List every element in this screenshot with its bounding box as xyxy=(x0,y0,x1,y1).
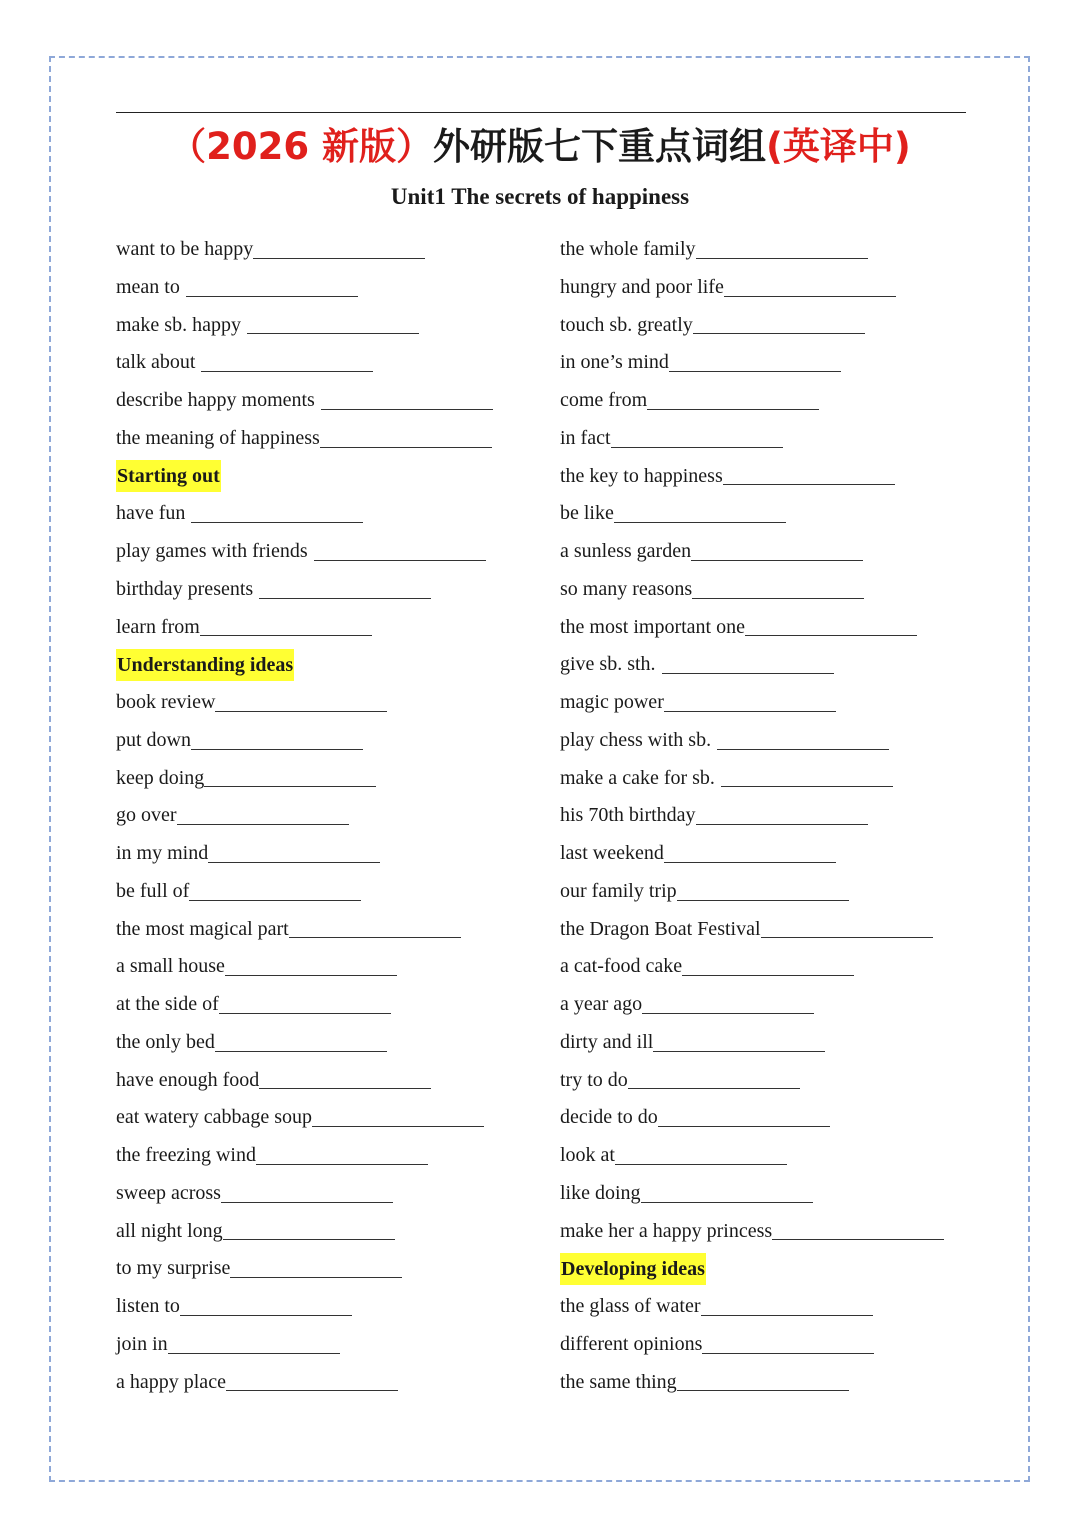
phrase-row xyxy=(560,344,980,382)
answer-blank-line[interactable] xyxy=(189,899,361,901)
answer-blank-line[interactable] xyxy=(721,785,893,787)
phrase-text: keep doing xyxy=(116,766,205,789)
phrase-row xyxy=(560,1364,980,1402)
phrase-row xyxy=(560,760,980,798)
answer-blank-line[interactable] xyxy=(772,1238,944,1240)
phrase-text: eat watery cabbage soup xyxy=(116,1106,313,1129)
phrase-row xyxy=(560,1326,980,1364)
phrase-row xyxy=(560,986,980,1024)
answer-blank-line[interactable] xyxy=(669,370,841,372)
phrase-row xyxy=(116,609,556,647)
phrase-text: sweep across xyxy=(116,1181,221,1204)
phrase-text: mean to xyxy=(116,275,180,298)
phrase-row xyxy=(560,571,980,609)
phrase-row xyxy=(116,1213,556,1251)
phrase-row xyxy=(116,1288,556,1326)
phrase-row xyxy=(116,382,556,420)
phrase-row xyxy=(116,1326,556,1364)
phrase-text: our family trip xyxy=(560,879,677,902)
phrase-text: book review xyxy=(116,691,216,713)
phrase-text: a happy place xyxy=(116,1370,226,1393)
phrase-row xyxy=(560,873,980,911)
page-title xyxy=(0,116,1080,170)
answer-blank-line[interactable] xyxy=(253,257,425,259)
answer-blank-line[interactable] xyxy=(186,295,358,297)
phrase-text: in my mind xyxy=(116,842,209,864)
left-phrase-column xyxy=(116,231,556,1401)
answer-blank-line[interactable] xyxy=(312,1125,484,1127)
answer-blank-line[interactable] xyxy=(191,748,363,750)
phrase-row xyxy=(116,1250,556,1288)
phrase-row xyxy=(116,533,556,571)
phrase-row xyxy=(560,948,980,986)
section-heading xyxy=(116,646,556,684)
phrase-row xyxy=(560,722,980,760)
phrase-text: different opinions xyxy=(560,1332,703,1355)
phrase-row xyxy=(116,684,556,722)
answer-blank-line[interactable] xyxy=(664,861,836,863)
unit-title: Unit1 The secrets of happiness xyxy=(390,184,690,209)
phrase-text: go over xyxy=(116,804,177,827)
phrase-text: the freezing wind xyxy=(116,1144,256,1166)
phrase-text: be like xyxy=(560,502,614,525)
phrase-row xyxy=(116,1175,556,1213)
phrase-text: have fun xyxy=(116,502,186,525)
answer-blank-line[interactable] xyxy=(321,408,493,410)
answer-blank-line[interactable] xyxy=(223,1238,395,1240)
answer-blank-line[interactable] xyxy=(204,785,376,787)
answer-blank-line[interactable] xyxy=(320,446,492,448)
phrase-text: talk about xyxy=(116,351,196,374)
answer-blank-line[interactable] xyxy=(611,446,783,448)
answer-blank-line[interactable] xyxy=(677,899,849,901)
phrase-row xyxy=(560,382,980,420)
phrase-row xyxy=(116,797,556,835)
phrase-text: a year ago xyxy=(560,993,643,1015)
phrase-row xyxy=(560,911,980,949)
answer-blank-line[interactable] xyxy=(761,936,933,938)
answer-blank-line[interactable] xyxy=(208,861,380,863)
answer-blank-line[interactable] xyxy=(215,1050,387,1052)
answer-blank-line[interactable] xyxy=(701,1314,873,1316)
answer-blank-line[interactable] xyxy=(677,1389,849,1391)
answer-blank-line[interactable] xyxy=(180,1314,352,1316)
phrase-row xyxy=(116,722,556,760)
phrase-row xyxy=(560,269,980,307)
phrase-text: join in xyxy=(116,1332,168,1355)
phrase-row xyxy=(560,1288,980,1326)
phrase-row xyxy=(116,835,556,873)
phrase-row xyxy=(560,533,980,571)
header-rule xyxy=(116,112,966,113)
answer-blank-line[interactable] xyxy=(664,710,836,712)
answer-blank-line[interactable] xyxy=(717,748,889,750)
phrase-text: last weekend xyxy=(560,842,664,864)
phrase-row xyxy=(560,1137,980,1175)
phrase-row xyxy=(116,1024,556,1062)
phrase-text: a cat-food cake xyxy=(560,955,683,978)
phrase-text: the whole family xyxy=(560,238,696,260)
phrase-row xyxy=(116,911,556,949)
phrase-row xyxy=(560,1213,980,1251)
phrase-row xyxy=(560,1175,980,1213)
phrase-row xyxy=(116,269,556,307)
answer-blank-line[interactable] xyxy=(691,559,863,561)
phrase-text: learn from xyxy=(116,615,200,638)
phrase-row xyxy=(116,1364,556,1402)
phrase-text: put down xyxy=(116,728,191,751)
phrase-row xyxy=(560,684,980,722)
answer-blank-line[interactable] xyxy=(614,521,786,523)
phrase-row xyxy=(560,609,980,647)
phrase-text: look at xyxy=(560,1144,615,1166)
phrase-text: be full of xyxy=(116,879,190,902)
answer-blank-line[interactable] xyxy=(628,1087,800,1089)
answer-blank-line[interactable] xyxy=(745,634,917,636)
answer-blank-line[interactable] xyxy=(201,370,373,372)
answer-blank-line[interactable] xyxy=(658,1125,830,1127)
phrase-text: dirty and ill xyxy=(560,1030,654,1053)
phrase-text: come from xyxy=(560,389,648,411)
phrase-row xyxy=(116,1137,556,1175)
phrase-text: play chess with sb. xyxy=(560,728,712,751)
answer-blank-line[interactable] xyxy=(723,483,895,485)
phrase-text: the same thing xyxy=(560,1370,677,1393)
phrase-row xyxy=(560,307,980,345)
phrase-row xyxy=(560,231,980,269)
phrase-text: give sb. sth. xyxy=(560,653,656,676)
phrase-text: so many reasons xyxy=(560,577,693,600)
answer-blank-line[interactable] xyxy=(662,672,834,674)
title-mode: (英译中) xyxy=(766,125,911,168)
phrase-text: in one’s mind xyxy=(560,351,669,374)
phrase-row xyxy=(560,1062,980,1100)
phrase-text: touch sb. greatly xyxy=(560,313,693,336)
phrase-text: to my surprise xyxy=(116,1257,231,1280)
phrase-row xyxy=(116,495,556,533)
title-edition: （2026 新版） xyxy=(169,125,434,168)
answer-blank-line[interactable] xyxy=(200,634,372,636)
answer-blank-line[interactable] xyxy=(682,974,854,976)
phrase-row xyxy=(116,307,556,345)
phrase-text: a small house xyxy=(116,955,225,978)
section-heading-label: Starting out xyxy=(116,460,221,492)
phrase-text: want to be happy xyxy=(116,238,254,260)
phrase-row xyxy=(560,646,980,684)
phrase-text: the most important one xyxy=(560,615,745,638)
phrase-row xyxy=(116,231,556,269)
phrase-text: describe happy moments xyxy=(116,389,315,411)
answer-blank-line[interactable] xyxy=(191,521,363,523)
answer-blank-line[interactable] xyxy=(647,408,819,410)
phrase-text: the key to happiness xyxy=(560,464,723,487)
phrase-text: have enough food xyxy=(116,1068,260,1091)
section-heading xyxy=(560,1250,980,1288)
right-phrase-column xyxy=(560,231,980,1401)
answer-blank-line[interactable] xyxy=(168,1352,340,1354)
phrase-row xyxy=(116,986,556,1024)
phrase-text: magic power xyxy=(560,691,664,713)
answer-blank-line[interactable] xyxy=(653,1050,825,1052)
answer-blank-line[interactable] xyxy=(215,710,387,712)
answer-blank-line[interactable] xyxy=(693,332,865,334)
phrase-text: birthday presents xyxy=(116,577,254,600)
section-heading xyxy=(116,458,556,496)
phrase-text: make her a happy princess xyxy=(560,1219,773,1242)
phrase-text: hungry and poor life xyxy=(560,275,724,298)
phrase-row xyxy=(560,495,980,533)
answer-blank-line[interactable] xyxy=(696,257,868,259)
title-main: 外研版七下重点词组 xyxy=(433,125,767,168)
answer-blank-line[interactable] xyxy=(226,1389,398,1391)
phrase-text: try to do xyxy=(560,1068,628,1091)
phrase-text: a sunless garden xyxy=(560,540,692,562)
phrase-text: decide to do xyxy=(560,1106,658,1129)
phrase-row xyxy=(560,835,980,873)
phrase-text: at the side of xyxy=(116,993,219,1015)
phrase-row xyxy=(116,760,556,798)
phrase-text: all night long xyxy=(116,1219,223,1242)
phrase-text: his 70th birthday xyxy=(560,804,696,827)
answer-blank-line[interactable] xyxy=(642,1012,814,1014)
phrase-text: make a cake for sb. xyxy=(560,766,715,789)
phrase-row xyxy=(116,571,556,609)
answer-blank-line[interactable] xyxy=(314,559,486,561)
answer-blank-line[interactable] xyxy=(259,597,431,599)
phrase-text: the meaning of happiness xyxy=(116,426,320,449)
answer-blank-line[interactable] xyxy=(219,1012,391,1014)
phrase-text: play games with friends xyxy=(116,540,308,562)
phrase-row xyxy=(116,948,556,986)
phrase-text: the only bed xyxy=(116,1030,215,1053)
answer-blank-line[interactable] xyxy=(615,1163,787,1165)
answer-blank-line[interactable] xyxy=(247,332,419,334)
phrase-row xyxy=(116,420,556,458)
answer-blank-line[interactable] xyxy=(177,823,349,825)
section-heading-label: Developing ideas xyxy=(560,1253,706,1285)
phrase-row xyxy=(116,1062,556,1100)
phrase-row xyxy=(560,1099,980,1137)
section-heading-label: Understanding ideas xyxy=(116,649,294,681)
phrase-text: listen to xyxy=(116,1295,180,1317)
phrase-row xyxy=(560,420,980,458)
phrase-row xyxy=(116,873,556,911)
phrase-text: the glass of water xyxy=(560,1295,701,1317)
answer-blank-line[interactable] xyxy=(724,295,896,297)
phrase-text: the Dragon Boat Festival xyxy=(560,917,761,940)
answer-blank-line[interactable] xyxy=(230,1276,402,1278)
phrase-row xyxy=(560,1024,980,1062)
answer-blank-line[interactable] xyxy=(259,1087,431,1089)
answer-blank-line[interactable] xyxy=(696,823,868,825)
phrase-text: make sb. happy xyxy=(116,313,241,336)
answer-blank-line[interactable] xyxy=(702,1352,874,1354)
phrase-row xyxy=(116,344,556,382)
answer-blank-line[interactable] xyxy=(641,1201,813,1203)
phrase-text: like doing xyxy=(560,1181,641,1204)
answer-blank-line[interactable] xyxy=(692,597,864,599)
phrase-row xyxy=(560,797,980,835)
phrase-text: the most magical part xyxy=(116,917,289,940)
answer-blank-line[interactable] xyxy=(256,1163,428,1165)
answer-blank-line[interactable] xyxy=(225,974,397,976)
answer-blank-line[interactable] xyxy=(221,1201,393,1203)
phrase-text: in fact xyxy=(560,426,611,449)
answer-blank-line[interactable] xyxy=(289,936,461,938)
phrase-row xyxy=(116,1099,556,1137)
phrase-row xyxy=(560,458,980,496)
